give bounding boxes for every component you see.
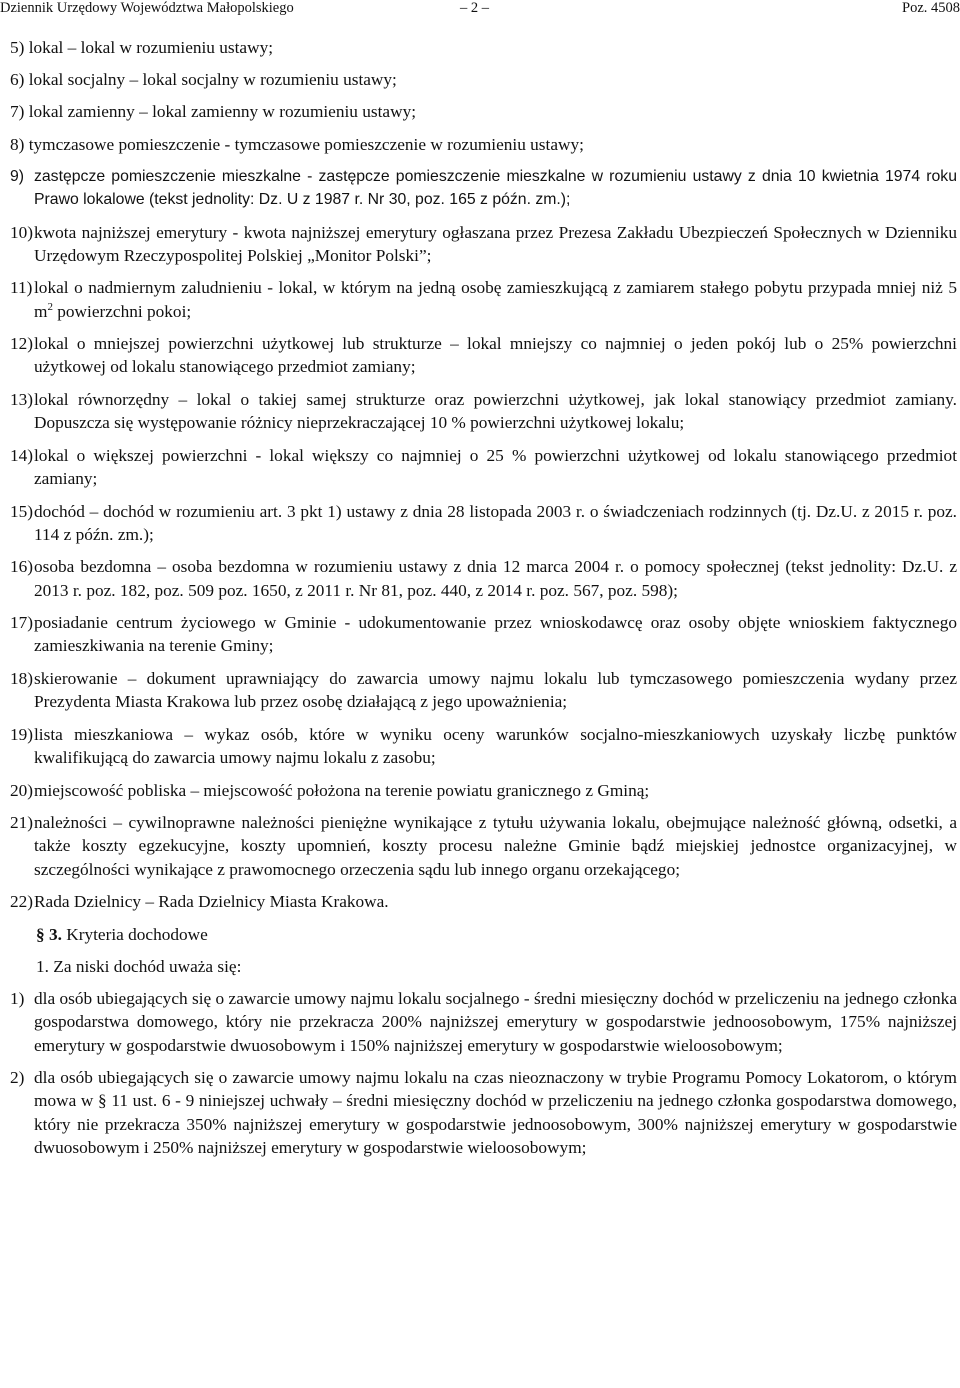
- definition-number: 19): [10, 724, 34, 744]
- definition-text: należności – cywilnoprawne należności pieniężne wynikające z tytułu używania lokalu, obejmujące należność główną, odsetki, a także koszty egzekucyjne, koszty upomnień, koszty procesu należne Gminie bądź miejskiej jednostce organizacyjnej, w szczególności wynikające z prawomocnego orzeczenia sądu lub innego organu orzekającego;: [34, 813, 957, 879]
- section-subheading: 1. Za niski dochód uważa się:: [36, 956, 242, 976]
- page-number: – 2 –: [460, 0, 489, 16]
- criteria-text: dla osób ubiegających się o zawarcie umowy najmu lokalu socjalnego - średni miesięczny dochód w przeliczeniu na jednego członka gospodarstwa domowego, który nie przekracza 200% najniższej emerytury w gospodarstwie jednoosobowym, 175% najniższej emerytury w gospodarstwie dwuosobowym i 150% najniższej emerytury w gospodarstwie wieloosobowym;: [34, 989, 957, 1055]
- definition-item-13: [10, 388, 957, 434]
- criteria-item-1: [10, 987, 957, 1057]
- definition-text: lokal socjalny – lokal socjalny w rozumieniu ustawy;: [28, 70, 397, 90]
- page-header: [0, 0, 960, 16]
- definition-text: tymczasowe pomieszczenie - tymczasowe pomieszczenie w rozumieniu ustawy;: [28, 134, 584, 154]
- criteria-text: dla osób ubiegających się o zawarcie umowy najmu lokalu na czas nieoznaczony w trybie Programu Pomocy Lokatorom, o którym mowa w § 11 ust. 6 - 9 niniejszej uchwały – średni miesięczny dochód w przeliczeniu na jednego członka gospodarstwa domowego, który nie przekracza 350% najniższej emerytury w gospodarstwie jednoosobowym, 300% najniższej emerytury w gospodarstwie dwuosobowym i 250% najniższej emerytury w gospodarstwie wieloosobowym;: [34, 1068, 957, 1157]
- definition-item-19: [10, 723, 957, 769]
- journal-title: Dziennik Urzędowy Województwa Małopolskiego: [0, 0, 294, 16]
- definition-number: 10): [10, 222, 34, 242]
- definition-item-11: [10, 276, 957, 322]
- definition-text: dochód – dochód w rozumieniu art. 3 pkt 1) ustawy z dnia 28 listopada 2003 r. o świadczeniach rodzinnych (tj. Dz.U. z 2015 r. poz. 114 z późn. zm.);: [34, 501, 957, 544]
- definition-number: 17): [10, 613, 34, 633]
- section-title: Kryteria dochodowe: [61, 924, 208, 944]
- definition-text: lokal równorzędny – lokal o takiej samej strukturze oraz powierzchni użytkowej, jak lokal stanowiący przedmiot zamiany. Dopuszcza się występowanie różnicy nieprzekraczającej 10 % powierzchni użytkowej lokalu;: [34, 390, 957, 433]
- definition-item-9: [10, 165, 957, 211]
- superscript: 2: [47, 300, 53, 313]
- definition-number: 18): [10, 668, 34, 688]
- definition-text: kwota najniższej emerytury - kwota najniższej emerytury ogłaszana przez Prezesa Zakładu Ubezpieczeń Społecznych w Dzienniku Urzędowym Rzeczypospolitej Polskiej „Monitor Polski”;: [34, 222, 957, 265]
- definition-number: 9): [10, 167, 25, 185]
- definition-text: skierowanie – dokument uprawniający do zawarcia umowy najmu lokalu lub tymczasowego pomieszczenia wydany przez Prezydenta Miasta Krakowa lub przez osobę działającą z jego upoważnienia;: [34, 668, 957, 712]
- definition-text-continued: powierzchni pokoi;: [52, 301, 192, 321]
- definition-text: lokal zamienny – lokal zamienny w rozumieniu ustawy;: [28, 102, 417, 122]
- definition-text: posiadanie centrum życiowego w Gminie - udokumentowanie przez wnioskodawcę oraz osoby objęte wnioskiem faktycznego zamieszkiwania na terenie Gminy;: [34, 613, 957, 656]
- definition-number: 13): [10, 390, 34, 409]
- section-heading: [10, 923, 957, 946]
- criteria-item-2: [10, 1066, 957, 1159]
- definition-item-8: [10, 133, 957, 156]
- definition-item-18: [10, 667, 957, 713]
- definition-number: 20): [10, 780, 34, 800]
- position-number: Poz. 4508: [902, 0, 960, 16]
- definition-number: 16): [10, 557, 34, 577]
- definition-number: 7): [10, 102, 25, 122]
- definition-item-10: [10, 221, 957, 267]
- definition-item-17: [10, 611, 957, 657]
- definition-item-7: [10, 100, 957, 123]
- definition-item-21: [10, 811, 957, 881]
- criteria-number: 1): [10, 989, 25, 1009]
- definition-text: lokal o większej powierzchni - lokal większy co najmniej o 25 % powierzchni użytkowej od lokalu stanowiącego przedmiot zamiany;: [34, 445, 957, 488]
- definition-text: lokal o mniejszej powierzchni użytkowej lub strukturze – lokal mniejszy co najmniej o jeden pokój lub o 25% powierzchni użytkowej od lokalu stanowiącego przedmiot zamiany;: [34, 334, 957, 377]
- definition-number: 11): [10, 278, 33, 298]
- criteria-number: 2): [10, 1068, 25, 1088]
- definition-item-6: [10, 68, 957, 91]
- definition-number: 6): [10, 70, 25, 90]
- definition-text: osoba bezdomna – osoba bezdomna w rozumieniu ustawy z dnia 12 marca 2004 r. o pomocy społecznej (tekst jednolity: Dz.U. z 2013 r. poz. 182, poz. 509 poz. 1650, z 2011 r. Nr 81, poz. 440, z 2014 r. poz. 567, poz. 598);: [34, 557, 957, 600]
- document-body: [10, 36, 957, 1168]
- definition-number: 21): [10, 813, 34, 833]
- definition-number: 22): [10, 892, 34, 912]
- definition-item-16: [10, 555, 957, 601]
- definition-item-20: [10, 779, 957, 802]
- section-number: § 3.: [36, 924, 62, 944]
- definition-number: 5): [10, 38, 25, 57]
- definition-text: zastępcze pomieszczenie mieszkalne - zastępcze pomieszczenie mieszkalne w rozumieniu ustawy z dnia 10 kwietnia 1974 roku Prawo lokalowe (tekst jednolity: Dz. U z 1987 r. Nr 30, poz. 165 z późn. zm.);: [34, 167, 957, 209]
- definition-item-15: [10, 500, 957, 546]
- definition-text: miejscowość pobliska – miejscowość położona na terenie powiatu granicznego z Gminą;: [34, 780, 650, 800]
- definition-item-5: [10, 36, 957, 59]
- definition-text: lista mieszkaniowa – wykaz osób, które w wyniku oceny warunków socjalno-mieszkaniowych uzyskały liczbę punktów kwalifikującą do zawarcia umowy najmu lokalu z zasobu;: [34, 724, 957, 767]
- definition-number: 15): [10, 501, 34, 521]
- definition-text: Rada Dzielnicy – Rada Dzielnicy Miasta Krakowa.: [34, 892, 389, 912]
- definition-number: 8): [10, 134, 25, 154]
- definition-number: 14): [10, 445, 34, 465]
- definition-number: 12): [10, 334, 34, 354]
- definition-text: lokal – lokal w rozumieniu ustawy;: [28, 38, 274, 57]
- definition-item-14: [10, 444, 957, 490]
- definition-text: lokal o nadmiernym zaludnieniu - lokal, w którym na jedną osobę zamieszkującą z zamiarem stałego pobytu przypada mniej niż 5 m: [34, 278, 957, 321]
- definition-item-22: [10, 890, 957, 913]
- definition-item-12: [10, 332, 957, 378]
